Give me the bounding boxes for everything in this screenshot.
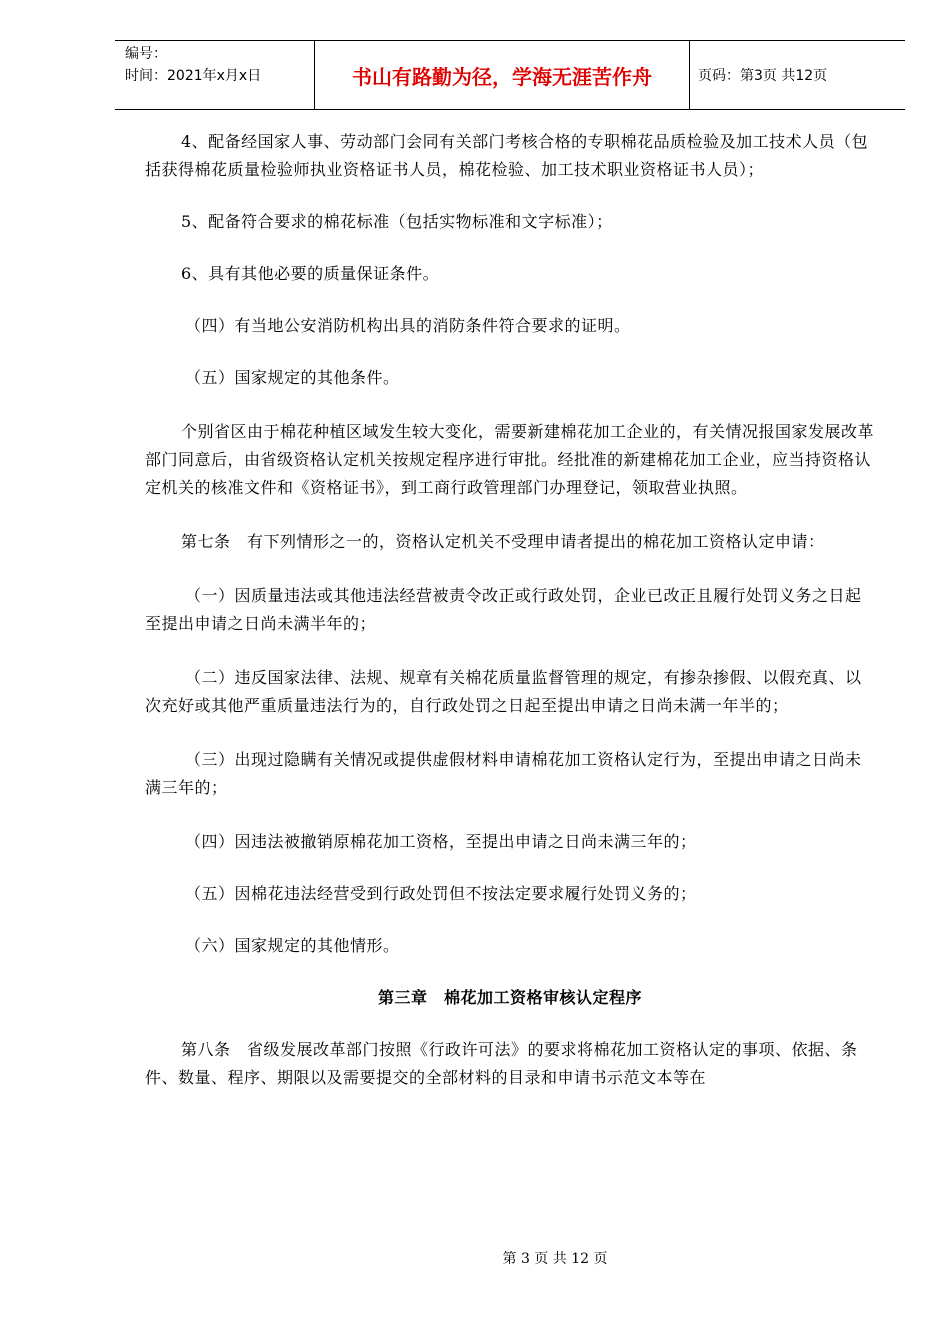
- page-header: [115, 40, 905, 110]
- paragraph: 第八条 省级发展改革部门按照《行政许可法》的要求将棉花加工资格认定的事项、依据、条件、数量、程序、期限以及需要提交的全部材料的目录和申请书示范文本等在: [145, 1040, 858, 1087]
- chapter-title: 第三章 棉花加工资格审核认定程序: [377, 988, 642, 1007]
- paragraph: （三）出现过隐瞒有关情况或提供虚假材料申请棉花加工资格认定行为，至提出申请之日尚未满三年的；: [145, 750, 862, 797]
- paragraph: （四）因违法被撤销原棉花加工资格，至提出申请之日尚未满三年的；: [185, 832, 697, 851]
- paragraph: 个别省区由于棉花种植区域发生较大变化，需要新建棉花加工企业的，有关情况报国家发展改革部门同意后，由省级资格认定机关按规定程序进行审批。经批准的新建棉花加工企业，应当持资格认定机关的核准文件和《资格证书》，到工商行政管理部门办理登记，领取营业执照。: [145, 422, 875, 497]
- paragraph: （五）因棉花违法经营受到行政处罚但不按法定要求履行处罚义务的；: [185, 884, 697, 903]
- header-meta: [115, 41, 315, 109]
- paragraph: （四）有当地公安消防机构出具的消防条件符合要求的证明。: [185, 316, 631, 335]
- paragraph: （六）国家规定的其他情形。: [185, 936, 400, 955]
- page-footer: 第 3 页 共 12 页: [502, 1251, 608, 1267]
- paragraph: （一）因质量违法或其他违法经营被责令改正或行政处罚，企业已改正且履行处罚义务之日起至提出申请之日尚未满半年的；: [145, 586, 862, 633]
- serial-label: 编号：: [125, 46, 167, 62]
- paragraph: 4、配备经国家人事、劳动部门会同有关部门考核合格的专职棉花品质检验及加工技术人员（包括获得棉花质量检验师执业资格证书人员，棉花检验、加工技术职业资格证书人员）；: [145, 132, 869, 179]
- paragraph: 5、配备符合要求的棉花标准（包括实物标准和文字标准）；: [181, 212, 613, 231]
- paragraph: （五）国家规定的其他条件。: [185, 368, 400, 387]
- header-page-number: 页码：第3页 共12页: [698, 68, 828, 84]
- paragraph: 6、具有其他必要的质量保证条件。: [181, 264, 440, 283]
- time-label: 时间：2021年x月x日: [125, 68, 262, 84]
- header-motto: 书山有路勤为径，学海无涯苦作舟: [352, 64, 652, 89]
- paragraph: 第七条 有下列情形之一的，资格认定机关不受理申请者提出的棉花加工资格认定申请：: [181, 532, 825, 551]
- header-page-cell: [690, 41, 905, 109]
- paragraph: （二）违反国家法律、法规、规章有关棉花质量监督管理的规定，有掺杂掺假、以假充真、以次充好或其他严重质量违法行为的，自行政处罚之日起至提出申请之日尚未满一年半的；: [145, 668, 862, 715]
- document-body: [145, 128, 875, 1092]
- header-motto-cell: [315, 41, 690, 109]
